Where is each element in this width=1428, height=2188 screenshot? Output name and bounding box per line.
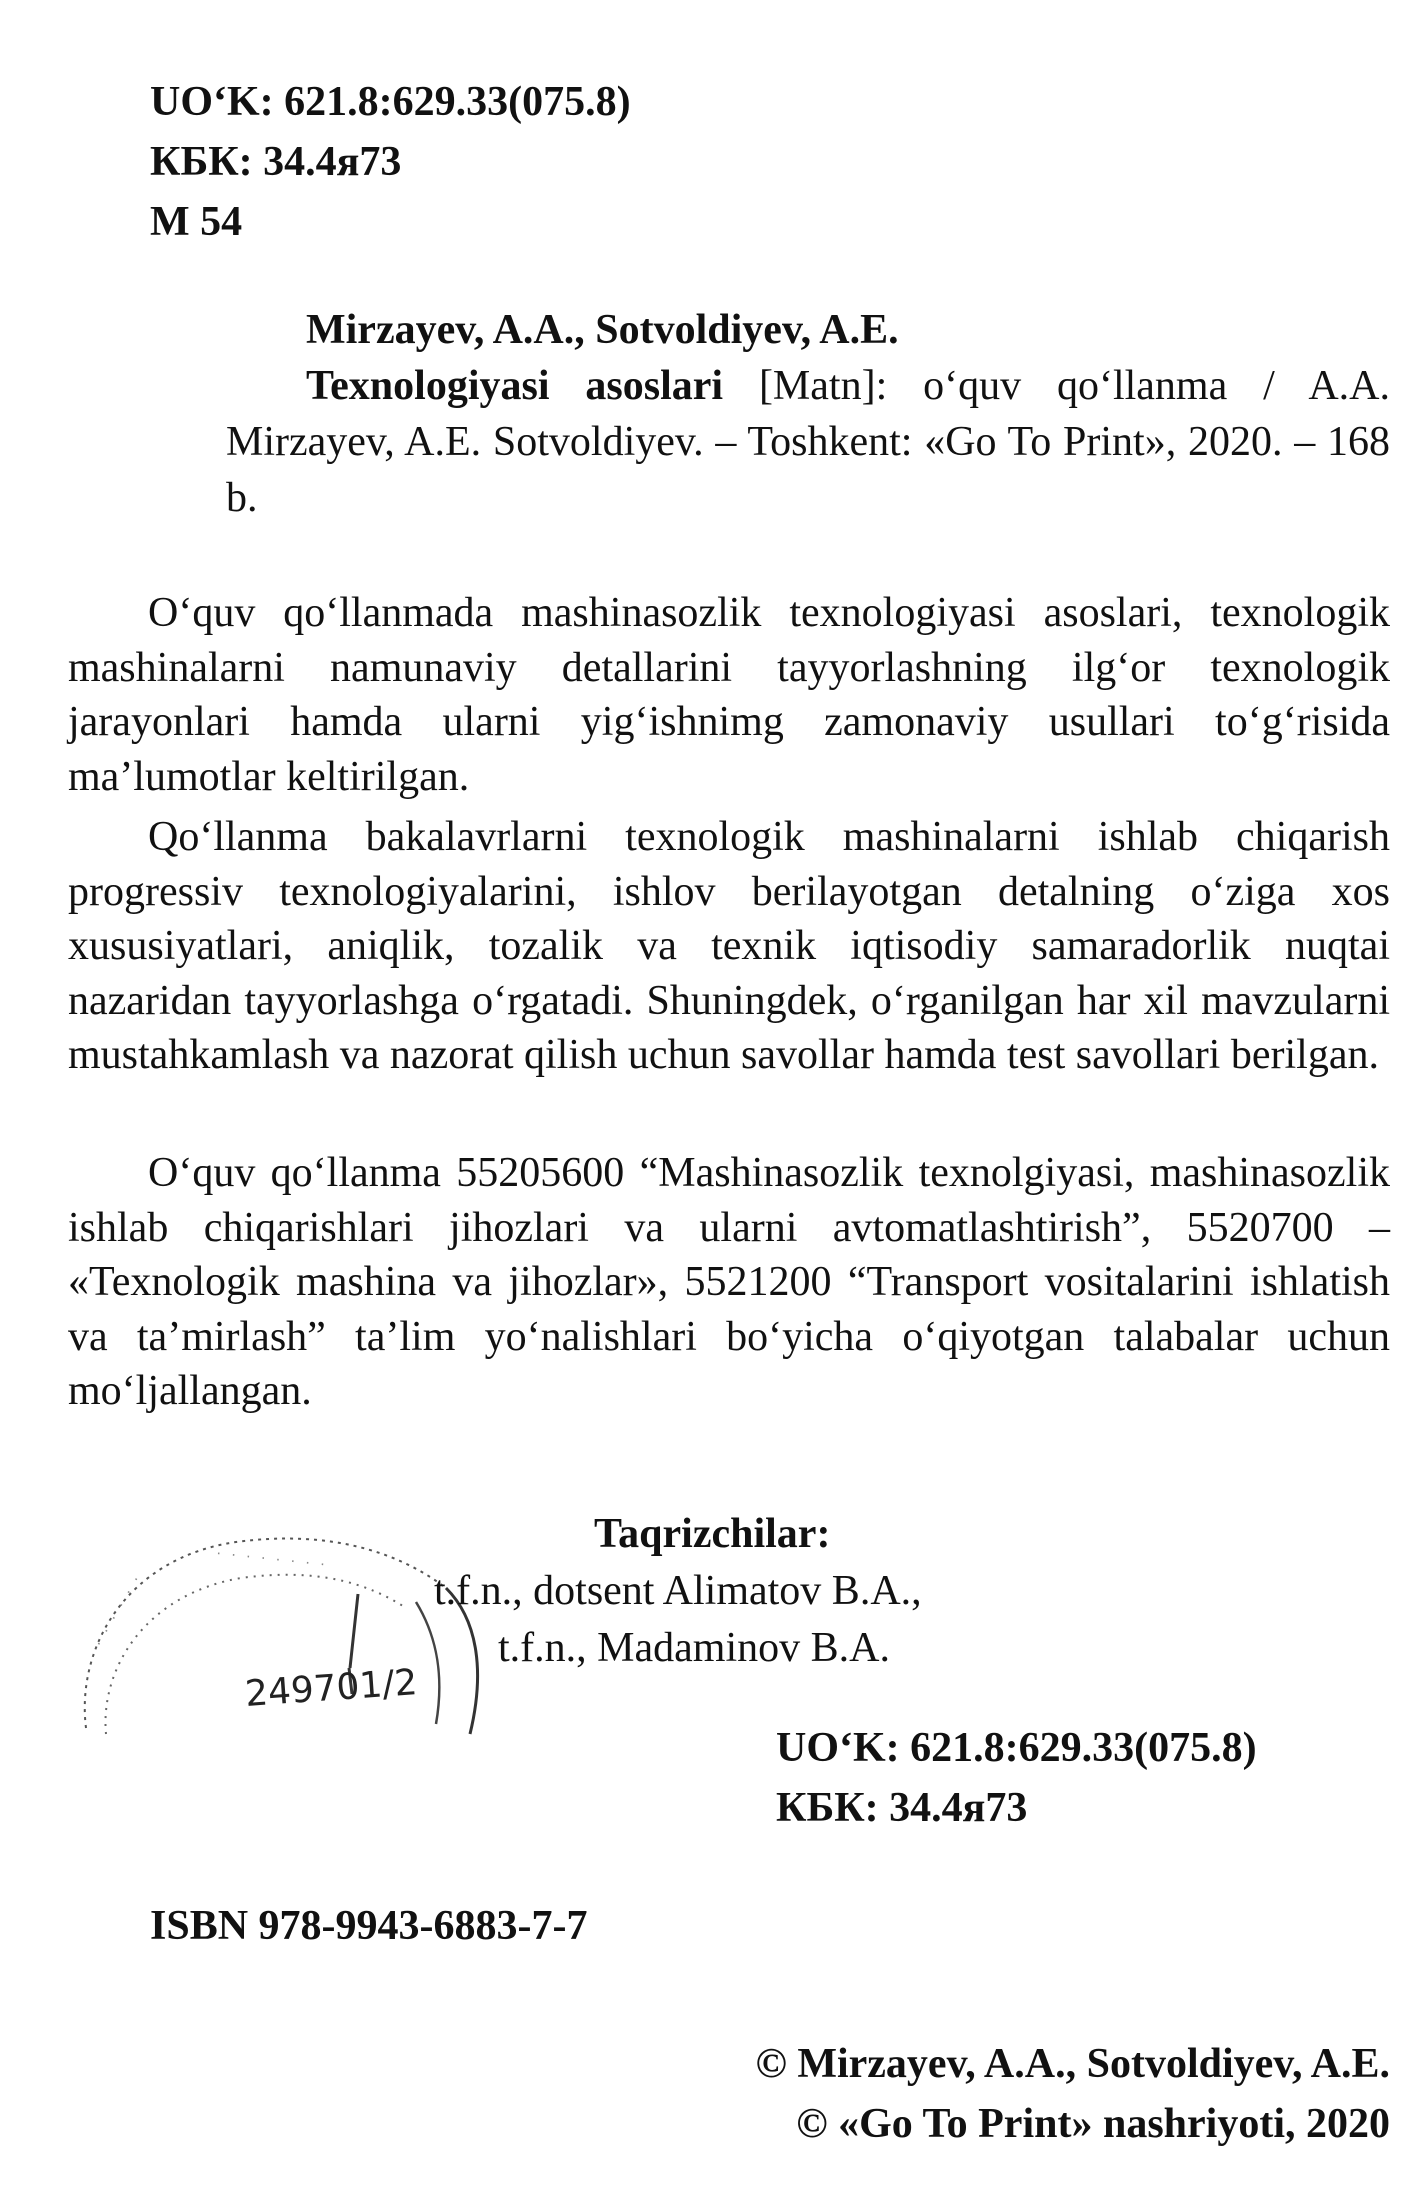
stamp-handwritten-number: 249701/2 bbox=[243, 1662, 419, 1715]
footer-bbk-code: КБК: 34.4я73 bbox=[776, 1785, 1028, 1831]
reviewer-1: t.f.n., dotsent Alimatov B.A., bbox=[434, 1568, 922, 1614]
library-stamp bbox=[66, 1498, 506, 1754]
bib-record bbox=[226, 358, 1390, 526]
copyright-authors: © Mirzayev, A.A., Sotvoldiyev, A.E. bbox=[755, 2041, 1390, 2087]
footer-udc-code: UO‘K: 621.8:629.33(075.8) bbox=[776, 1725, 1257, 1771]
author-mark: M 54 bbox=[150, 199, 243, 245]
udc-code: UO‘K: 621.8:629.33(075.8) bbox=[150, 79, 631, 125]
annotation-paragraph-1: O‘quv qo‘llanmada mashinasozlik texnologiyasi asoslari, texnologik mashinalarni namunaviy detallarini tayyorlashning ilg‘or texnologik jarayonlari hamda ularni yig‘ishnimg zamonaviy usullari to‘g‘risida ma’lumotlar keltirilgan. bbox=[68, 590, 1390, 800]
annotation-paragraph-3: O‘quv qo‘llanma 55205600 “Mashinasozlik texnolgiyasi, mashinasozlik ishlab chiqarishlari jihozlari va ularni avtomatlashtirish”, 5520700 – «Texnologik mashina va jihozlar», 5521200 “Transport vositalarini ishlatish va ta’mirlash” ta’lim yo‘nalishlari bo‘yicha o‘qiyotgan talabalar uchun mo‘ljallangan. bbox=[68, 1150, 1390, 1415]
svg-text:· · · · · · · ·: · · · · · · · · bbox=[215, 1546, 329, 1574]
bbk-code: КБК: 34.4я73 bbox=[150, 139, 402, 185]
bib-authors: Mirzayev, A.A., Sotvoldiyev, A.E. bbox=[306, 307, 899, 353]
isbn: ISBN 978-9943-6883-7-7 bbox=[150, 1903, 588, 1949]
annotation-paragraph-2: Qo‘llanma bakalavrlarni texnologik mashinalarni ishlab chiqarish progressiv texnologiyalarini, ishlov berilayotgan detalning o‘ziga xos xususiyatlari, aniqlik, tozalik va texnik iqtisodiy samaradorlik nuqtai nazaridan tayyorlashga o‘rgatadi. Shuningdek, o‘rganilgan har xil mavzularni mustahkamlash va nazorat qilish uchun savollar hamda test savollari berilgan. bbox=[68, 814, 1390, 1079]
bib-title: Texnologiyasi asoslari bbox=[306, 363, 724, 409]
copyright-publisher: © «Go To Print» nashriyoti, 2020 bbox=[796, 2101, 1390, 2147]
svg-text:· · · · · ·: · · · · · · bbox=[91, 1571, 147, 1650]
bib-description: [Matn]: o‘quv qo‘llanma / A.A. Mirzayev, A.E. Sotvoldiyev. – Toshkent: «Go To Print», 2020. – 168 b. bbox=[226, 363, 1391, 521]
reviewer-2: t.f.n., Madaminov B.A. bbox=[498, 1625, 890, 1671]
reviewers-heading: Taqrizchilar: bbox=[594, 1511, 831, 1557]
